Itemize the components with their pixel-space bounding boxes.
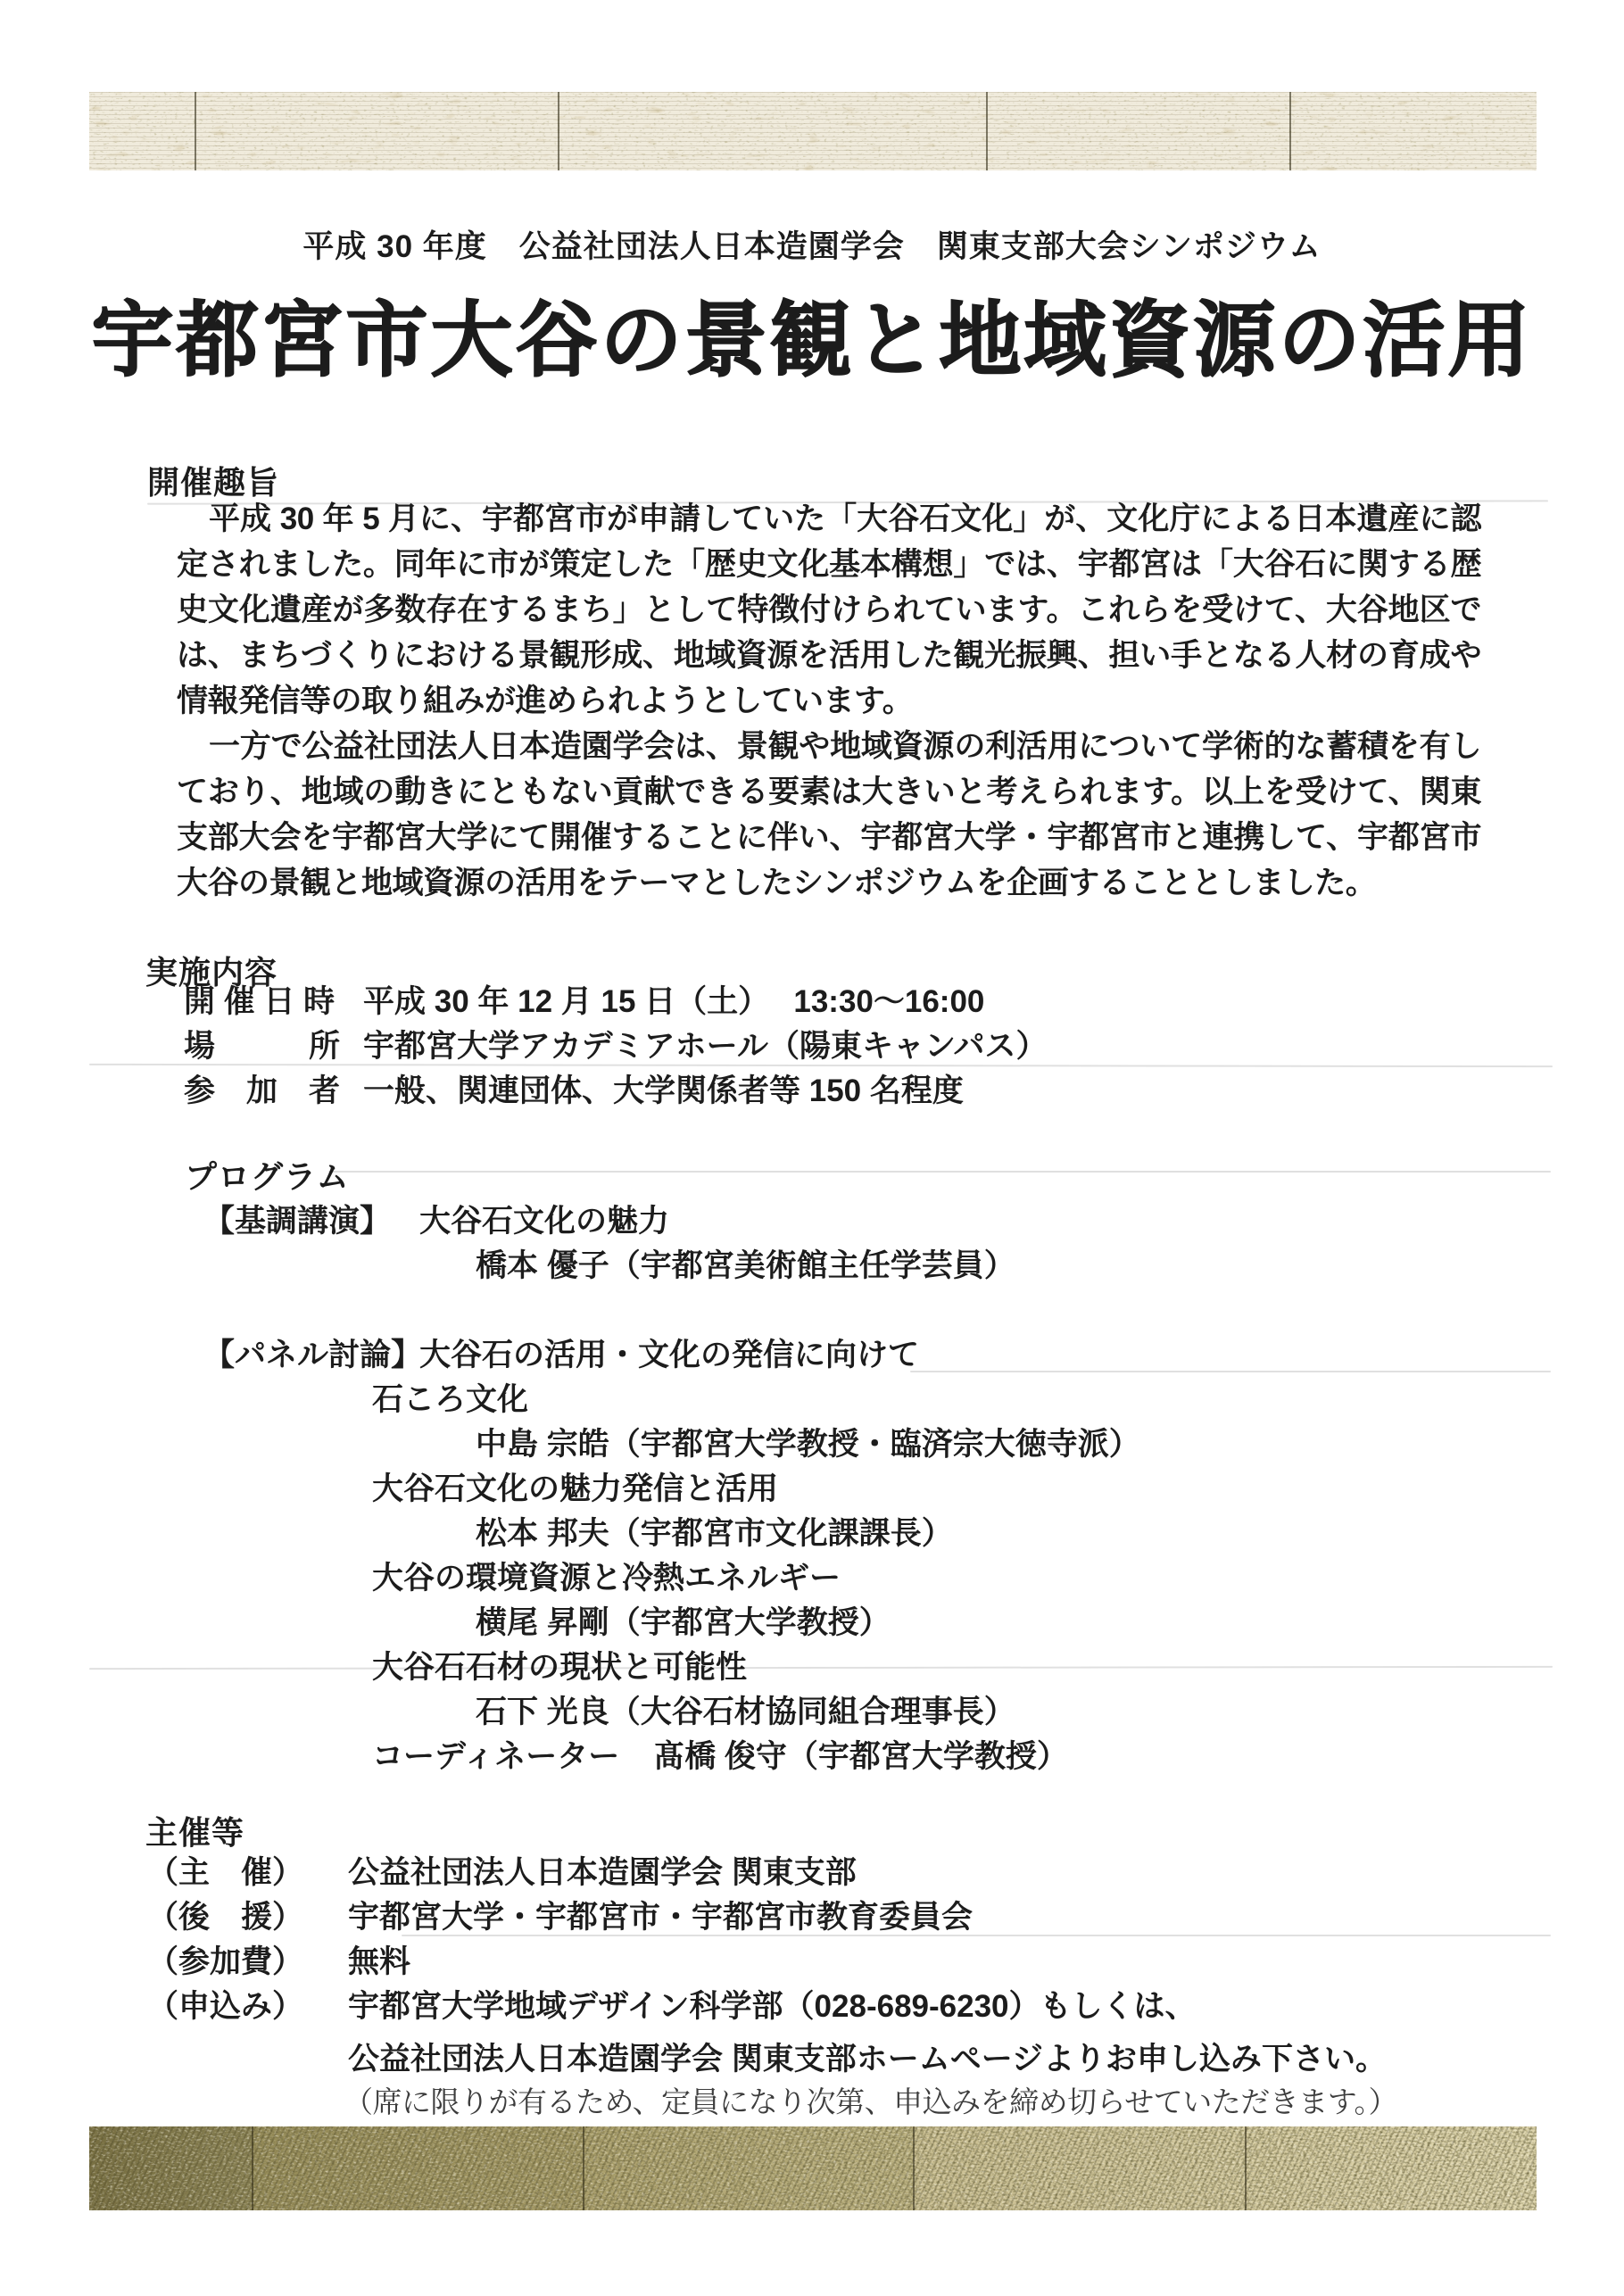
organizer-label: （参加費） [147,1944,304,1979]
coordinator-label: コーディネーター [372,1739,620,1774]
details-value: 宇都宮大学アカデミアホール（陽東キャンパス） [363,1029,1048,1064]
stone-seam [1245,2126,1247,2210]
organizer-row-fee [147,1940,1197,1985]
panel-title: 大谷石の活用・文化の発信に向けて [419,1338,920,1372]
organizer-value: 無料 [348,1944,411,1979]
panel-speaker-line [185,1422,1140,1467]
panel-topic: 大谷石石材の現状と可能性 [372,1650,748,1685]
keynote-title: 大谷石文化の魅力 [419,1204,670,1239]
stone-seam [252,2126,253,2210]
purpose-paragraph-2: 一方で公益社団法人日本造園学会は、景観や地域資源の利活用について学術的な蓄積を有しており、地域の動きにともない貢献できる要素は大きいと考えられます。以上を受けて、関東支部大会を宇都宮大学にて開催することに伴い、宇都宮大学・宇都宮市と連携して、宇都宮市大谷の景観と地域資源の活用をテーマとしたシンポジウムを企画することとしました。 [177,729,1481,900]
organizer-value: 宇都宮大学・宇都宮市・宇都宮市教育委員会 [348,1900,974,1935]
details-value: 一般、関連団体、大学関係者等 150 名程度 [363,1073,964,1108]
details-label: 場 所 [184,1029,341,1064]
page-title: 宇都宮市大谷の景観と地域資源の活用 [91,295,1533,386]
organizer-row-support [147,1895,1197,1940]
section-heading-purpose: 開催趣旨 [147,464,280,501]
stone-seam [913,2126,915,2210]
stone-seam [583,2126,584,2210]
panel-topic-line [185,1467,1140,1512]
panel-topic: 大谷石文化の魅力発信と活用 [372,1471,779,1506]
panel-topic-line [185,1556,1140,1601]
panel-topic: 大谷の環境資源と冷熱エネルギー [372,1561,841,1596]
panel-label: 【パネル討論】 [203,1338,423,1372]
organizer-value: 宇都宮大学地域デザイン科学部（028-689-6230）もしくは、 [348,1989,1197,2024]
organizer-label: （申込み） [147,1989,304,2024]
details-table [184,980,1048,1114]
coordinator-name: 髙橋 俊守（宇都宮大学教授） [653,1739,1068,1774]
purpose-text-block [177,496,1481,906]
stone-texture-bottom-banner [89,2126,1537,2210]
spacer-line [185,1289,1140,1333]
keynote-line [185,1199,1140,1244]
organizers-table [147,1851,1197,2029]
stone-seam [1289,92,1291,170]
event-series-line: 平成 30 年度 公益社団法人日本造園学会 関東支部大会シンポジウム [302,229,1322,264]
details-label: 参 加 者 [184,1073,341,1108]
coordinator-line [185,1735,1140,1779]
scan-artifact-line [402,1935,1551,1936]
keynote-speaker-line [185,1244,1140,1289]
stone-strata-lines [89,92,1537,170]
details-value: 平成 30 年 12 月 15 日（土） 13:30～16:00 [363,984,985,1019]
section-heading-details: 実施内容 [145,954,278,991]
stone-seam [558,92,559,170]
stone-seam [195,92,196,170]
stone-texture-top-banner [89,92,1537,170]
stone-strata-lines [89,2126,1537,2210]
details-row-venue [184,1024,1048,1069]
details-label: 開 催 日 時 [184,984,336,1019]
purpose-paragraph-1: 平成 30 年 5 月に、宇都宮市が申請していた「大谷石文化」が、文化庁による日本遺産に認定されました。同年に市が策定した「歴史文化基本構想」では、宇都宮は「大谷石に関する歴史文化遺産が多数存在するまち」として特徴付けられています。これらを受けて、大谷地区では、まちづくりにおける景観形成、地域資源を活用した観光振興、担い手となる人材の育成や情報発信等の取り組みが進められようとしています。 [177,501,1481,718]
details-row-datetime [184,980,1048,1024]
organizer-row-apply [147,1985,1197,2029]
program-section [185,1155,1140,1779]
keynote-label: 【基調講演】 [203,1204,392,1239]
section-heading-program: プログラム [185,1158,350,1195]
organizer-label: （主 催） [147,1855,304,1890]
apply-instruction-line2: 公益社団法人日本造園学会 関東支部ホームページよりお申し込み下さい。 [348,2042,1388,2076]
panel-speaker: 横尾 昇剛（宇都宮大学教授） [476,1605,891,1640]
panel-speaker: 石下 光良（大谷石材協同組合理事長） [476,1695,1015,1729]
scan-artifact-line [328,1171,1551,1173]
panel-speaker-line [185,1690,1140,1735]
organizer-value: 公益社団法人日本造園学会 関東支部 [348,1855,857,1890]
details-row-participants [184,1069,1048,1114]
keynote-speaker: 橋本 優子（宇都宮美術館主任学芸員） [476,1248,1015,1283]
stone-seam [986,92,988,170]
panel-speaker-line [185,1512,1140,1556]
panel-topic: 石ころ文化 [372,1382,529,1417]
capacity-note: （席に限りが有るため、定員になり次第、申込みを締め切らせていただきます。） [344,2085,1398,2118]
panel-speaker: 中島 宗皓（宇都宮大学教授・臨済宗大徳寺派） [476,1427,1140,1462]
panel-speaker: 松本 邦夫（宇都宮市文化課課長） [476,1516,953,1551]
panel-topic-line [185,1378,1140,1422]
organizer-label: （後 援） [147,1900,304,1935]
scan-artifact-line [910,1371,1551,1372]
section-heading-organizers: 主催等 [145,1814,245,1851]
organizer-row-host [147,1851,1197,1895]
panel-speaker-line [185,1601,1140,1645]
